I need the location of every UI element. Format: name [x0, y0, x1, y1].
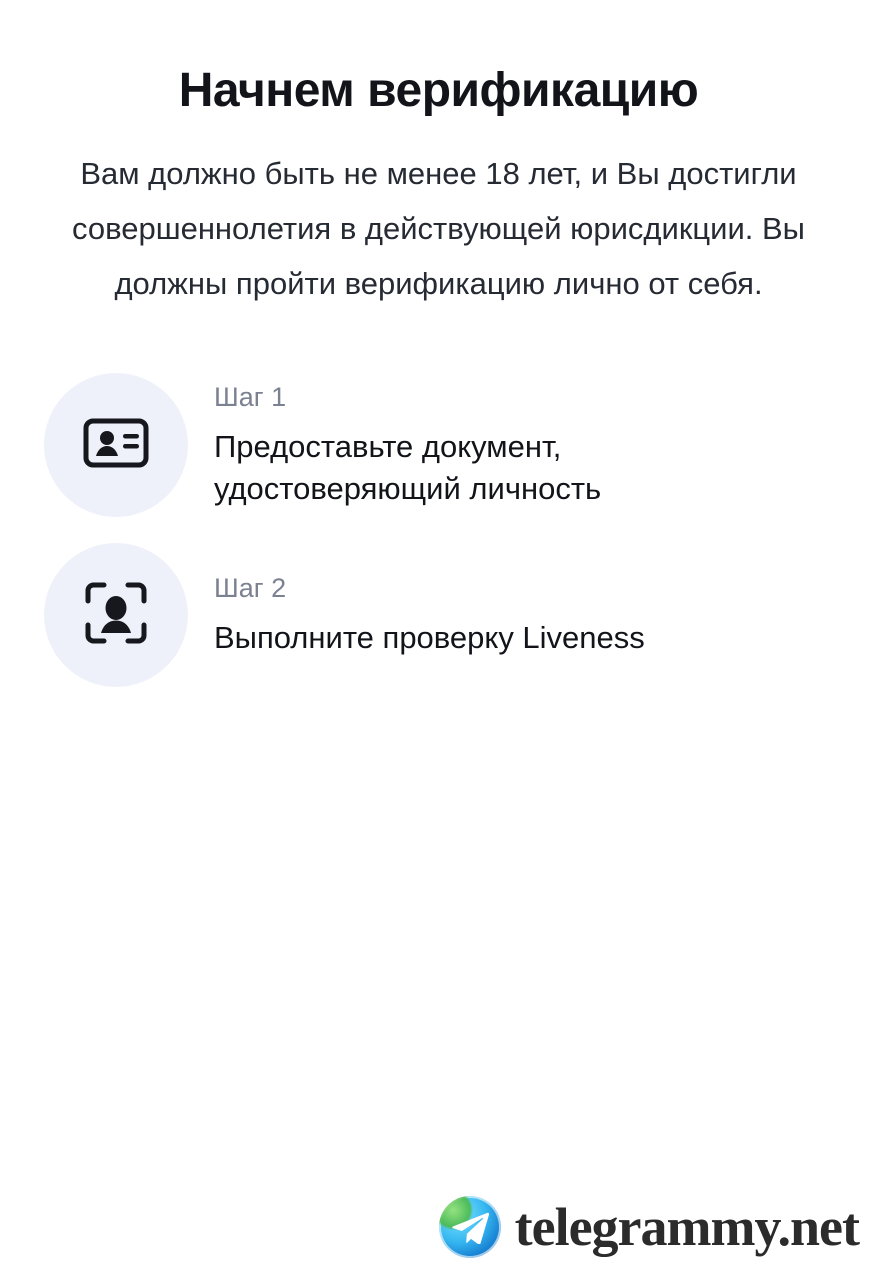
step-2-label: Шаг 2	[214, 573, 287, 603]
step-2-text	[214, 571, 645, 659]
page-subtitle: Вам должно быть не менее 18 лет, и Вы достигли совершеннолетия в действующей юрисдикции. Вы должны пройти верификацию лично от себя.	[72, 156, 805, 301]
id-card-icon	[83, 418, 149, 473]
watermark-text: telegrammy.net	[514, 1197, 859, 1257]
step-1-label: Шаг 1	[214, 382, 287, 412]
step-1-title: Предоставьте документ, удостоверяющий личность	[214, 429, 602, 506]
step-2-title: Выполните проверку Liveness	[214, 620, 645, 655]
step-1-icon-wrapper	[44, 373, 188, 517]
step-item-2	[44, 543, 833, 687]
face-scan-icon	[85, 582, 147, 649]
page-title: Начнем верификацию	[178, 64, 699, 117]
content-spacer	[44, 687, 833, 1280]
step-2-icon-wrapper	[44, 543, 188, 687]
step-item-1	[44, 373, 833, 517]
steps-list	[44, 373, 833, 687]
telegram-logo-icon	[439, 1196, 501, 1258]
watermark	[439, 1196, 859, 1258]
step-1-text	[214, 380, 814, 510]
